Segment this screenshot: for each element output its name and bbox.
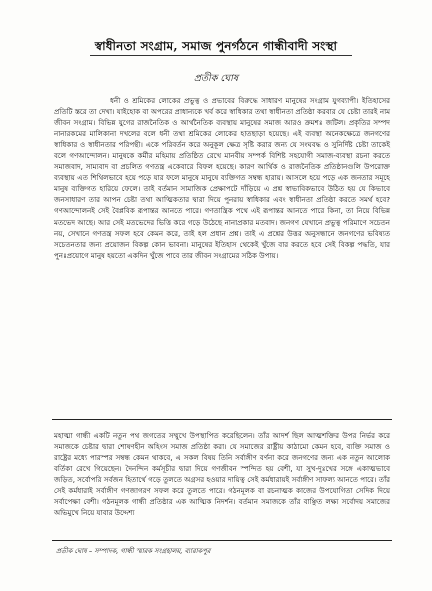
footnote: প্রতীক ঘোষ – সম্পাদক, গান্ধী স্মারক সংগ্রহালয়, ব্যারাকপুর xyxy=(56,547,211,555)
title-underline xyxy=(90,55,352,56)
document-title: স্বাধীনতা সংগ্রাম, সমাজ পুনর্গঠনে গান্ধীবাদী সংস্থা xyxy=(94,39,338,53)
body-paragraph-1: ধনী ও শ্রমিকের লোকের প্রভুত্ব ও প্রভাবের বিরুদ্ধে সাধারণ মানুষের সংগ্রাম যুগব্যাপী। ইতিহাসের প্রতিটি স্তরে তা দেখা। যাইহোক বা অপরের প্রাধান্যকে খর্ব করে স্বাধিকার তথা স্বাধীনতা প্রতিষ্ঠা করবার যে চেষ্টা তারই নাম জীবন সংগ্রাম। বিভিন্ন যুগের রাজনৈতিক ও আর্থনৈতিক ব্যবস্থায় মানুষের সমাজ আরও ক্রমশঃ জটিল। প্রকৃতির সম্পদ নানারকমের মালিকানা দখলের বলে ধনী তথা শ্রমিকের লোকের হাতছাড়া হয়েছে। এই ব্যবস্থা অনেকক্ষেত্রে জনগণের স্বাধিকার ও স্বাধীনতার পরিপন্থী। একে পরিবর্তন করে অনুকূল ক্ষেত্র সৃষ্টি করার জন্য যে সংঘবদ্ধ ও সুনির্দিষ্ট চেষ্টা তাকেই বলে গণআন্দোলন। মানুষকে কর্মীর মহিমায় প্রতিষ্ঠিত রেখে মানবীয় সম্পর্ক বিশিষ্ট সহযোগী সমাজ-ব্যবস্থা রচনা করতে সমাজবাদ, সাম্যবাদ বা প্রচলিত গণতন্ত্র একেবারে বিফল হয়েছে। কারণ আর্থিক ও রাজনৈতিক প্রতিষ্ঠানগুলি উপরোক্ত ব্যবস্থায় এত শিথিলভাবে হয়ে পড়ে যার ফলে মানুষে মানুষে ব্যক্তিগত সম্বন্ধ হারায়। আসলে হয়ে পড়ে এক জনতার সমূহে মানুষ ব্যক্তিগত হারিয়ে ফেলে। তাই বর্তমান সামাজিক প্রেক্ষাপটে দাঁড়িয়ে এ প্রশ্ন স্বাভাবিকভাবে উঠিত হয় যে কিভাবে জনসাধারণ তার আপন চেষ্টা তথা আত্মিকতার দ্বারা দিয়ে পুনরায় স্বাধিকার এবং স্বাধীনতা প্রতিষ্ঠা করতে সমর্থ হবে? গণআন্দোলনই সেই বৈপ্লবিক রূপান্তর আনতে পারে। গণতান্ত্রিক পথে এই রূপান্তর আনতে পারে কিনা, তা নিয়ে বিভিন্ন মতভেদ আছে। আর সেই মতভেদের ভিত্তি করে গড়ে উঠেছে নানাপ্রকার মতবাদ। জনগণ যেখানে প্রভুত্ব পরিমাণে সচেতন নয়, সেখানে গণতন্ত্র সফল হবে কেমন করে, তাই হল প্রধান প্রশ্ন। তাই এ প্রশ্নের উত্তর অনুসন্ধানে জনগণের ভবিষ্যত সচেতনতার জন্য প্রয়োজন বিকল্প কোন ভাবনা। মানুষের ইতিহাস থেকেই খুঁজে বার করতে হবে সেই বিকল্প পদ্ধতি, যার পুনঃপ্রয়োগে মানুষ হয়তো একদিন খুঁজে পাবে তার জীবন সংগ্রামের সঠিক উপায়। xyxy=(54,96,390,260)
footnote-divider xyxy=(52,540,392,541)
author-name: প্রতীক ঘোষ xyxy=(193,73,239,84)
section-divider xyxy=(52,419,392,420)
body-paragraph-2: মহাত্মা গান্ধী একটি নতুন পথ জগতের সম্মুখে উপস্থাপিত করেছিলেন। তাঁর আদর্শ ছিল আত্মশক্তির উপর নির্ভর করে সমাজকে চেষ্টার দ্বারা শোষণহীন অহিংস সমাজ প্রতিষ্ঠা করা। যে সমাজের রাষ্ট্রীয় কাঠামো কেমন হবে, ব্যক্তি সমাজ ও রাষ্ট্রের মধ্যে পারস্পর সম্বন্ধ কেমন থাকবে, এ সকল বিষয় তিনি সর্বাঙ্গীণ বর্ণনা করে জনগণের জন্য এক নতুন আলোক বর্তিকা রেখে গিয়েছেন। দৈনন্দিন কর্মসূচীর দ্বারা দিয়ে গণজীবন স্পন্দিত হয় বেশী, যা সুখ-দুঃখের সঙ্গে একাত্মভাবে জড়িত, সর্বোপরি সর্বজন হিতার্থে গড়ে তুলতে অগ্রসর হওয়ার দায়িত্ব সেই কর্মধারায়ই সর্বাঙ্গীণ সাফল্য আনতে পারে। তাঁর সেই কর্মধারাই সর্বাঙ্গীণ গণজাগরণ সফল করে তুলতে পারে। গঠনমূলক বা রচনাত্মক কাজের উপযোগিতা সেদিক দিয়ে সর্বাপেক্ষা বেশী। গঠনমূলক গান্ধী প্রতিষ্ঠার এক আত্মিক নিদর্শন। বর্তমান সমাজকে তাঁর বাঞ্ছিত লক্ষ্য সর্বোদয় সমাজের অভিমুখে নিয়ে যাবার উদ্দেশ্য xyxy=(54,431,390,518)
